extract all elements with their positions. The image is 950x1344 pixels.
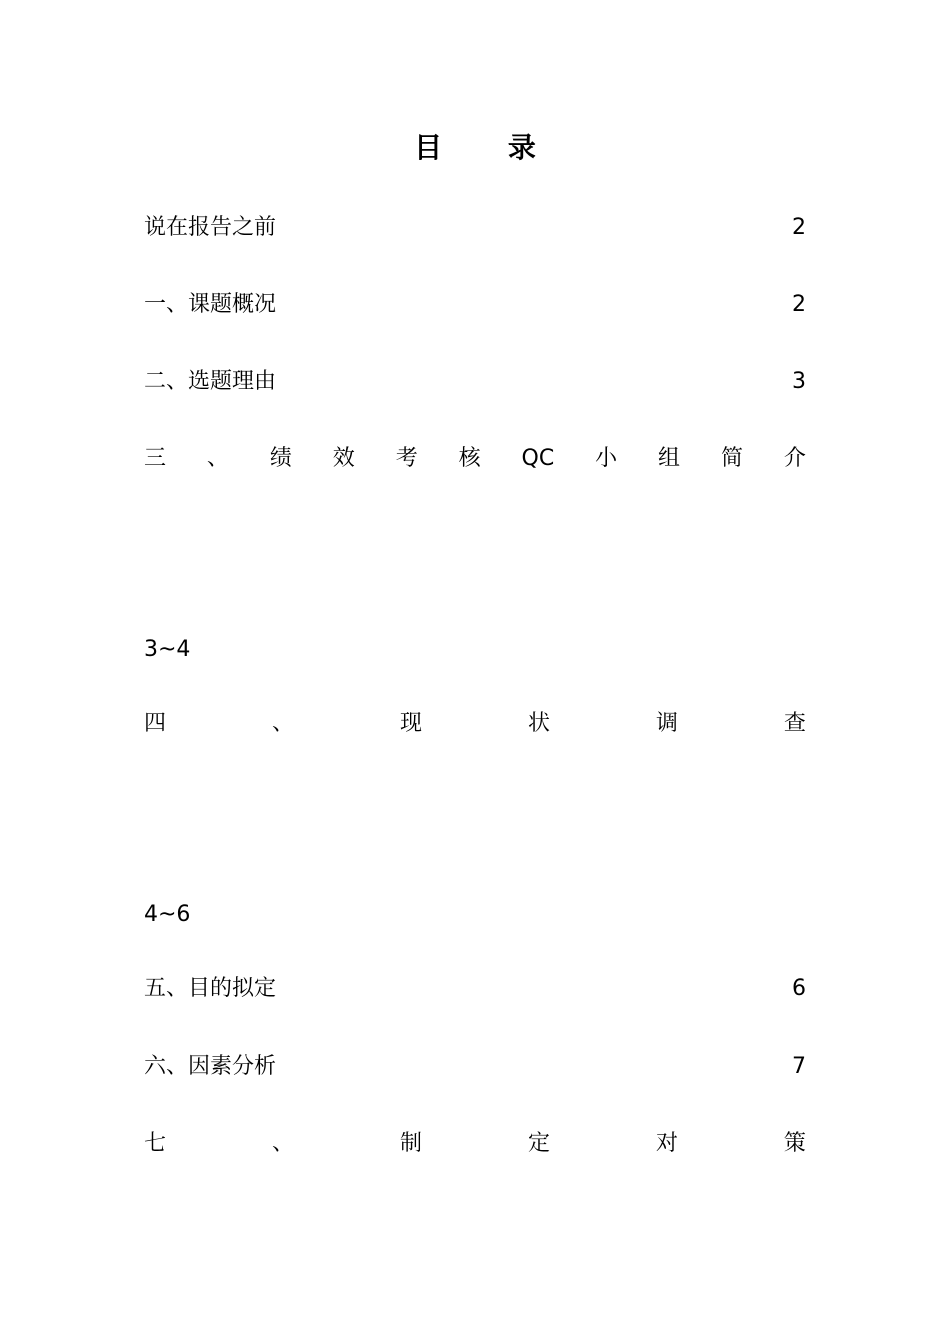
toc-entry-char: 、 — [271, 1131, 294, 1156]
toc-entry-char: 三 — [144, 446, 167, 471]
toc-entry-page: 4~6 — [144, 902, 191, 927]
toc-entry-page: 3~4 — [144, 637, 191, 662]
toc-entry — [144, 366, 806, 398]
toc-entry-justified — [144, 443, 806, 475]
toc-entry-char: 现 — [399, 711, 422, 736]
toc-entry — [144, 1051, 806, 1083]
toc-entry-char: 、 — [271, 711, 294, 736]
toc-entry-char: 绩 — [269, 446, 292, 471]
toc-entry-label: 二、选题理由 — [144, 369, 277, 394]
toc-entry-page: 2 — [792, 215, 806, 240]
toc-entry-char: QC — [521, 446, 555, 471]
toc-entry-char: 效 — [332, 446, 355, 471]
toc-entry-label: 五、目的拟定 — [144, 976, 277, 1001]
toc-entry-justified — [144, 708, 806, 740]
toc-entry-page: 2 — [792, 292, 806, 317]
toc-entry-char: 考 — [395, 446, 418, 471]
toc-entry — [144, 289, 806, 321]
toc-entry-page: 6 — [792, 976, 806, 1001]
toc-entry-char: 介 — [783, 446, 806, 471]
toc-entry — [144, 212, 806, 244]
toc-entry-char: 状 — [527, 711, 550, 736]
toc-entry-page: 3 — [792, 369, 806, 394]
toc-entry-char: 对 — [655, 1131, 678, 1156]
toc-entry-char: 四 — [144, 711, 167, 736]
toc-entry — [144, 973, 806, 1005]
toc-entry-char: 查 — [783, 711, 806, 736]
toc-entry-char: 七 — [144, 1131, 167, 1156]
toc-entry-char: 调 — [655, 711, 678, 736]
toc-entry-label: 说在报告之前 — [144, 215, 277, 240]
toc-entry-char: 制 — [399, 1131, 422, 1156]
toc-entry-char: 、 — [206, 446, 229, 471]
toc-entry-char: 策 — [783, 1131, 806, 1156]
toc-entry-label: 一、课题概况 — [144, 292, 277, 317]
toc-entry-page: 7 — [792, 1054, 806, 1079]
toc-entry-char: 简 — [720, 446, 743, 471]
toc-entry-char: 核 — [458, 446, 481, 471]
toc-title: 目 录 — [414, 131, 564, 164]
toc-entry-char: 组 — [658, 446, 681, 471]
toc-entry-label: 六、因素分析 — [144, 1054, 277, 1079]
toc-entry-char: 小 — [595, 446, 618, 471]
toc-entry-justified — [144, 1128, 806, 1160]
toc-entry-char: 定 — [527, 1131, 550, 1156]
